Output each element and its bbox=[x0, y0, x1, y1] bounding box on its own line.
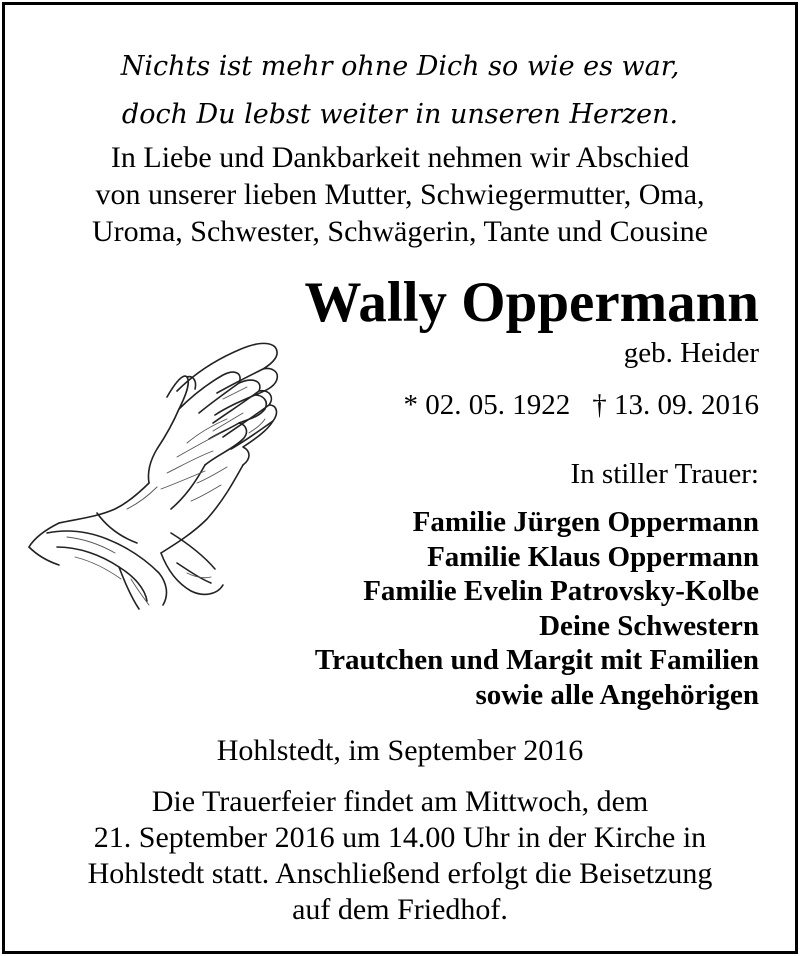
maiden-name: geb. Heider bbox=[623, 337, 759, 369]
mourner-entry: Deine Schwestern bbox=[539, 609, 759, 642]
place-date: Hohlstedt, im September 2016 bbox=[216, 734, 584, 767]
memorial-quote bbox=[5, 43, 795, 139]
obituary-notice bbox=[2, 2, 798, 954]
life-dates bbox=[404, 387, 760, 423]
service-line: auf dem Friedhof. bbox=[292, 893, 508, 926]
mourner-entry: Trautchen und Margit mit Familien bbox=[314, 644, 759, 676]
service-line: Hohlstedt statt. Anschließend erfolgt die Beisetzung bbox=[87, 857, 713, 890]
intro-line: In Liebe und Dankbarkeit nehmen wir Abschied bbox=[110, 141, 690, 174]
mourner-entry: Familie Klaus Oppermann bbox=[427, 540, 759, 573]
mourners-list bbox=[315, 505, 759, 712]
mourner-entry: Familie Jürgen Oppermann bbox=[412, 506, 759, 538]
praying-hands-icon bbox=[27, 333, 289, 615]
intro-line: von unserer lieben Mutter, Schwiegermutter, Oma, bbox=[95, 178, 705, 211]
mourner-entry: Familie Evelin Patrovsky-Kolbe bbox=[363, 575, 759, 607]
quote-line: Nichts ist mehr ohne Dich so wie es war, bbox=[120, 51, 680, 82]
service-line: 21. September 2016 um 14.00 Uhr in der Kirche in bbox=[93, 821, 707, 854]
quote-line: doch Du lebst weiter in unseren Herzen. bbox=[121, 99, 679, 130]
farewell-intro bbox=[5, 139, 795, 250]
birth-date: * 02. 05. 1922 bbox=[403, 389, 571, 421]
funeral-service-info bbox=[5, 784, 795, 928]
service-line: Die Trauerfeier findet am Mittwoch, dem bbox=[151, 785, 649, 818]
mourner-entry: sowie alle Angehörigen bbox=[475, 678, 759, 711]
deceased-name: Wally Oppermann bbox=[304, 271, 759, 334]
intro-line: Uroma, Schwester, Schwägerin, Tante und Cousine bbox=[91, 215, 708, 248]
mourning-label: In stiller Trauer: bbox=[570, 458, 759, 490]
death-date: † 13. 09. 2016 bbox=[592, 389, 759, 421]
